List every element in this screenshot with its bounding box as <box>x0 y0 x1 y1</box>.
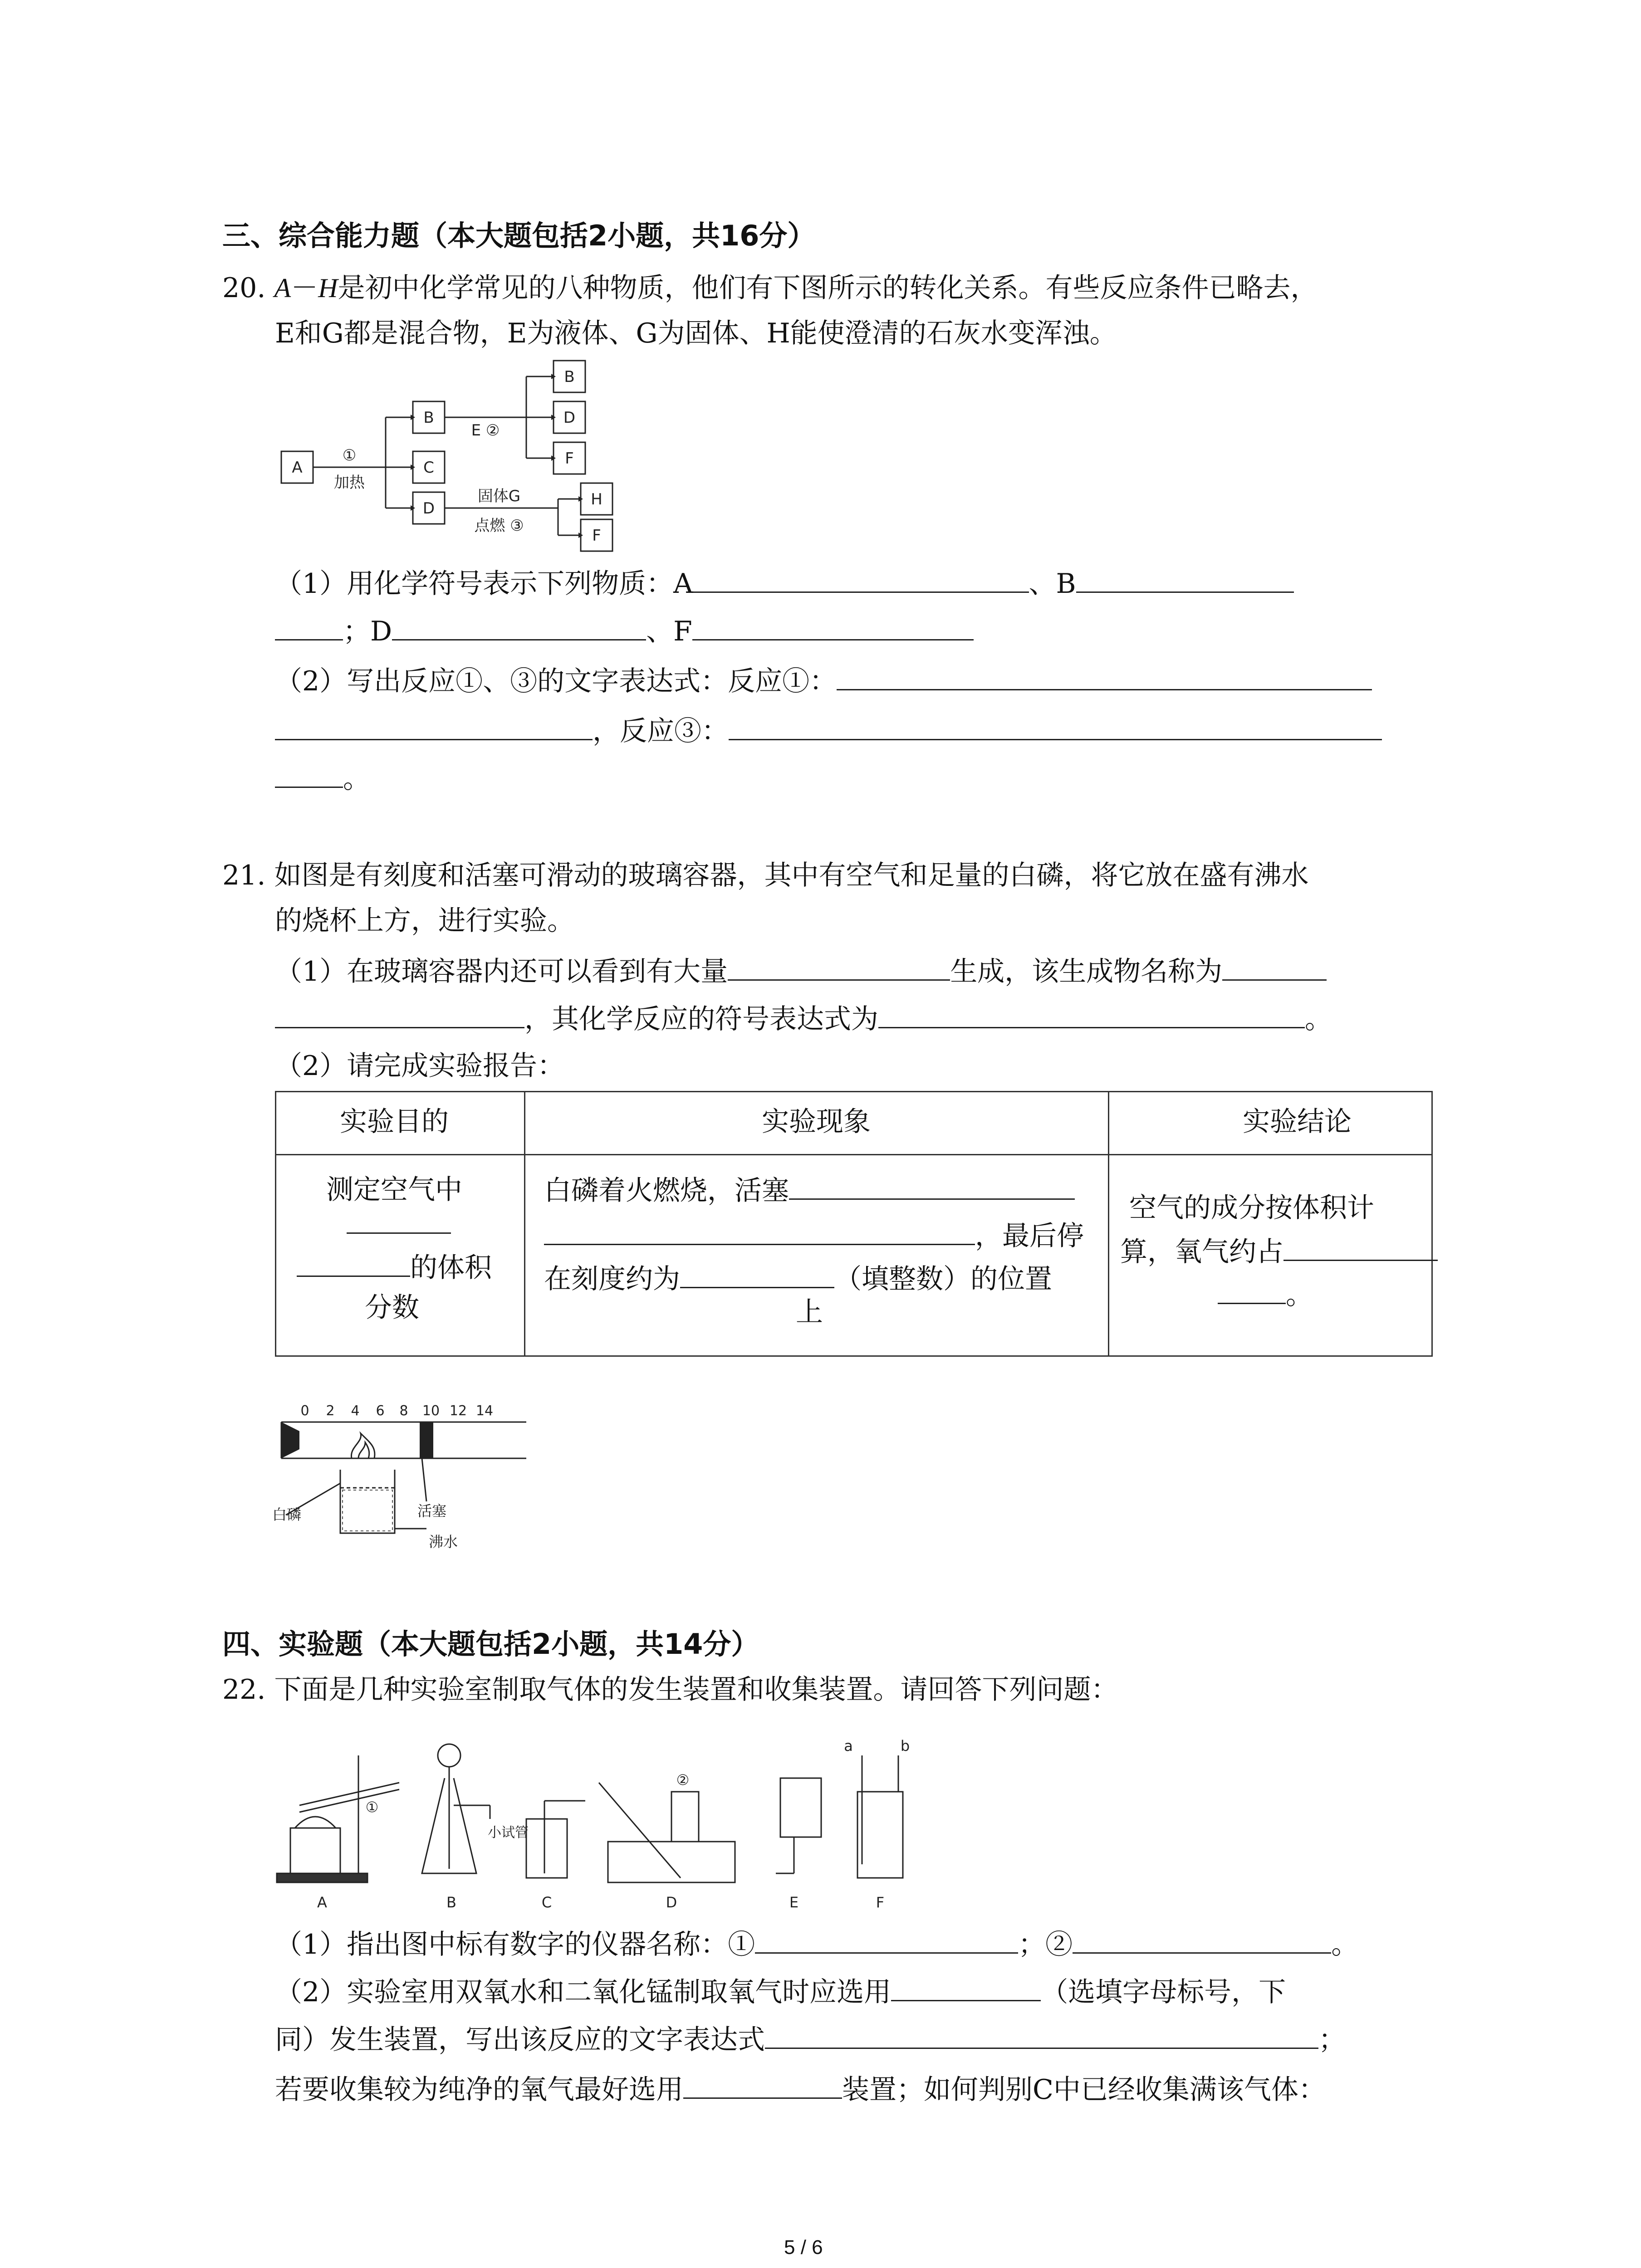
port-label-b: b <box>900 1737 910 1755</box>
answer-blank-f[interactable] <box>692 610 974 640</box>
diagram-label-solid-g: 固体G <box>477 487 521 505</box>
table-divider <box>276 1154 1431 1155</box>
q20-part2-mid: ，反应③： <box>593 715 729 747</box>
conclusion-end: 。 <box>1286 1279 1313 1311</box>
stem-text: 下面是几种实验室制取气体的发生装置和收集装置。请回答下列问题： <box>274 1674 1118 1706</box>
scale-tick-label: 14 <box>475 1403 494 1419</box>
diagram-label-b: B <box>423 409 434 427</box>
phenomenon-text1: 白磷着火燃烧，活塞 <box>544 1175 789 1207</box>
question-number: 22. <box>222 1674 266 1706</box>
answer-blank-gas[interactable] <box>347 1203 451 1234</box>
apparatus-label: E <box>789 1894 799 1911</box>
q20-part1-line1 <box>275 562 1294 604</box>
apparatus-figure <box>272 1737 953 1919</box>
glass-container-figure <box>272 1397 554 1560</box>
table-header-purpose: 实验目的 <box>340 1106 449 1138</box>
purpose-volume: 的体积 <box>410 1252 492 1284</box>
apparatus-label: F <box>876 1894 885 1911</box>
scale-tick-label: 2 <box>326 1403 335 1419</box>
instrument-number-1: ① <box>365 1799 379 1816</box>
q22-part1-c: 。 <box>1331 1929 1359 1960</box>
table-header-conclusion: 实验结论 <box>1243 1106 1352 1138</box>
answer-blank-oxygen-fraction-cont[interactable] <box>1218 1274 1286 1304</box>
answer-blank-oxygen-fraction[interactable] <box>1283 1231 1438 1261</box>
q21-part1-line2 <box>275 998 1332 1040</box>
conclusion-line3 <box>1218 1274 1313 1315</box>
table-divider <box>524 1092 525 1355</box>
section-heading: 三、综合能力题（本大题包括2小题，共16分） <box>222 219 816 252</box>
q20-part2-line2 <box>275 710 1382 752</box>
answer-blank-d[interactable] <box>392 610 646 640</box>
q20-part2-end: 。 <box>343 763 370 795</box>
diagram-label-c: C <box>423 459 434 477</box>
port-label-a: a <box>844 1737 853 1755</box>
phenomenon-text3b: （填整数）的位置 <box>834 1263 1052 1295</box>
q22-part2-line1 <box>275 1971 1286 2013</box>
apparatus-label: D <box>666 1894 677 1911</box>
q21-part1-c: ，其化学反应的符号表达式为 <box>524 1003 878 1035</box>
question-20-stem-line1 <box>222 268 1318 308</box>
section-heading: 四、实验题（本大题包括2小题，共14分） <box>222 1628 759 1661</box>
apparatus-label: B <box>446 1894 456 1911</box>
q20-part1-line2 <box>275 610 974 652</box>
q20-part1-prefix: （1）用化学符号表示下列物质：A <box>275 568 693 600</box>
answer-blank-scale[interactable] <box>680 1258 834 1288</box>
instrument-number-2: ② <box>676 1771 690 1789</box>
conversion-diagram <box>272 354 635 558</box>
q20-part1-sep2: ；D <box>343 616 392 647</box>
answer-blank-reaction1-cont[interactable] <box>275 710 593 740</box>
answer-blank-a[interactable] <box>693 562 1029 593</box>
answer-blank-instrument2[interactable] <box>1073 1923 1331 1954</box>
phenomenon-text2: ，最后停 <box>975 1220 1084 1252</box>
question-20-stem-line2: E和G都是混合物，E为液体、G为固体、H能使澄清的石灰水变浑浊。 <box>275 318 1117 349</box>
answer-blank-product-name-cont[interactable] <box>275 998 524 1028</box>
var-a: A <box>274 273 291 303</box>
question-21-stem-line2: 的烧杯上方，进行实验。 <box>275 905 574 937</box>
q22-part2-line2 <box>275 2019 1346 2060</box>
q21-part1-b: 生成，该生成物名称为 <box>950 956 1223 987</box>
table-divider <box>1108 1092 1109 1355</box>
diagram-label-b2: B <box>564 368 575 386</box>
scale-tick-label: 6 <box>376 1403 385 1419</box>
purpose-line2 <box>347 1203 451 1245</box>
q22-part1 <box>275 1923 1358 1965</box>
q20-part1-sep1: 、B <box>1029 568 1076 600</box>
q21-part1-line1 <box>275 950 1327 992</box>
scale-tick-label: 8 <box>399 1403 408 1419</box>
q22-part1-b: ；② <box>1018 1929 1073 1960</box>
q22-part2-line3 <box>275 2068 1326 2110</box>
table-header-phenomenon: 实验现象 <box>762 1106 871 1138</box>
phenomenon-line2 <box>544 1215 1084 1256</box>
phenomenon-text3a: 在刻度约为 <box>544 1263 680 1295</box>
conclusion-line2 <box>1120 1231 1438 1272</box>
page-number: 5 / 6 <box>784 2236 823 2258</box>
diagram-label-d2: D <box>563 409 576 427</box>
diagram-label-d: D <box>422 499 435 518</box>
purpose-line3 <box>297 1246 492 1288</box>
q20-part1-sep3: 、F <box>646 616 692 647</box>
answer-blank-b[interactable] <box>1076 562 1294 593</box>
var-h: H <box>318 273 338 303</box>
answer-blank-reaction3[interactable] <box>729 710 1382 740</box>
question-22-stem <box>222 1669 1118 1710</box>
diagram-label-reaction1: ① <box>342 446 357 464</box>
scale-tick-label: 4 <box>351 1403 360 1419</box>
label-small-test-tube: 小试管 <box>488 1825 529 1841</box>
diagram-label-a: A <box>292 459 303 477</box>
conclusion-line1: 空气的成分按体积计 <box>1129 1192 1374 1224</box>
q22-part2-line3-b: 装置；如何判别C中已经收集满该气体： <box>842 2074 1326 2106</box>
apparatus-label: C <box>541 1894 552 1911</box>
answer-blank-gas-cont[interactable] <box>297 1246 410 1277</box>
diagram-label-f: F <box>565 450 574 468</box>
scale-tick-label: 0 <box>300 1403 309 1419</box>
answer-blank-product-name[interactable] <box>1222 950 1327 981</box>
answer-blank-reaction1[interactable] <box>837 660 1372 690</box>
diagram-label-e2: E ② <box>471 421 500 440</box>
phenomenon-line4: 上 <box>796 1296 823 1328</box>
question-number: 20. <box>222 272 266 304</box>
answer-blank-symbol-equation[interactable] <box>878 998 1305 1028</box>
question-number: 21. <box>222 860 266 891</box>
answer-blank-reaction3-cont[interactable] <box>275 758 343 788</box>
answer-blank-collector[interactable] <box>683 2068 842 2099</box>
diagram-label-f2: F <box>592 527 601 545</box>
q21-part1-a: （1）在玻璃容器内还可以看到有大量 <box>275 956 728 987</box>
experiment-report-table <box>275 1091 1433 1357</box>
dash: － <box>291 272 318 304</box>
label-white-phosphorus: 白磷 <box>272 1506 302 1523</box>
stem-text: 如图是有刻度和活塞可滑动的玻璃容器，其中有空气和足量的白磷，将它放在盛有沸水 <box>274 860 1309 891</box>
conclusion-text: 算，氧气约占 <box>1120 1236 1283 1268</box>
diagram-label-heat: 加热 <box>334 474 365 492</box>
q22-part2-line2-a: 同）发生装置，写出该反应的文字表达式 <box>275 2024 765 2056</box>
purpose-line1: 测定空气中 <box>326 1174 462 1206</box>
answer-blank-piston-move-cont[interactable] <box>544 1215 975 1245</box>
q22-part2-line1-a: （2）实验室用双氧水和二氧化锰制取氧气时应选用 <box>275 1976 892 2008</box>
phenomenon-line1 <box>544 1169 1075 1211</box>
q21-part2: （2）请完成实验报告： <box>275 1050 565 1082</box>
purpose-line4: 分数 <box>365 1292 419 1324</box>
q20-part2-line1 <box>275 660 1372 702</box>
q22-part1-a: （1）指出图中标有数字的仪器名称：① <box>275 1929 755 1960</box>
answer-blank-b-cont[interactable] <box>275 610 343 640</box>
q21-part1-d: 。 <box>1305 1003 1332 1035</box>
q22-part2-line3-a: 若要收集较为纯净的氧气最好选用 <box>275 2074 683 2106</box>
answer-blank-smoke[interactable] <box>728 950 950 981</box>
label-piston: 活塞 <box>417 1502 447 1520</box>
stem-text: 是初中化学常见的八种物质，他们有下图所示的转化关系。有些反应条件已略去， <box>338 272 1318 304</box>
label-boiling-water: 沸水 <box>429 1533 458 1550</box>
scale-tick-label: 10 <box>422 1403 440 1419</box>
q22-part2-line1-b: （选填字母标号，下 <box>1041 1976 1286 2008</box>
diagram-label-h: H <box>591 490 603 508</box>
q20-part2-line3 <box>275 758 370 799</box>
answer-blank-generator[interactable] <box>891 1971 1041 2001</box>
answer-blank-instrument1[interactable] <box>755 1923 1018 1954</box>
q22-part2-line2-b: ； <box>1318 2024 1346 2056</box>
answer-blank-word-equation[interactable] <box>765 2019 1318 2049</box>
q20-part2-prefix: （2）写出反应①、③的文字表达式：反应①： <box>275 665 837 697</box>
diagram-label-ignite: 点燃 ③ <box>474 517 524 535</box>
answer-blank-piston-move[interactable] <box>789 1169 1075 1200</box>
scale-tick-label: 12 <box>449 1403 467 1419</box>
question-21-stem-line1 <box>222 855 1309 896</box>
apparatus-label: A <box>317 1894 327 1911</box>
